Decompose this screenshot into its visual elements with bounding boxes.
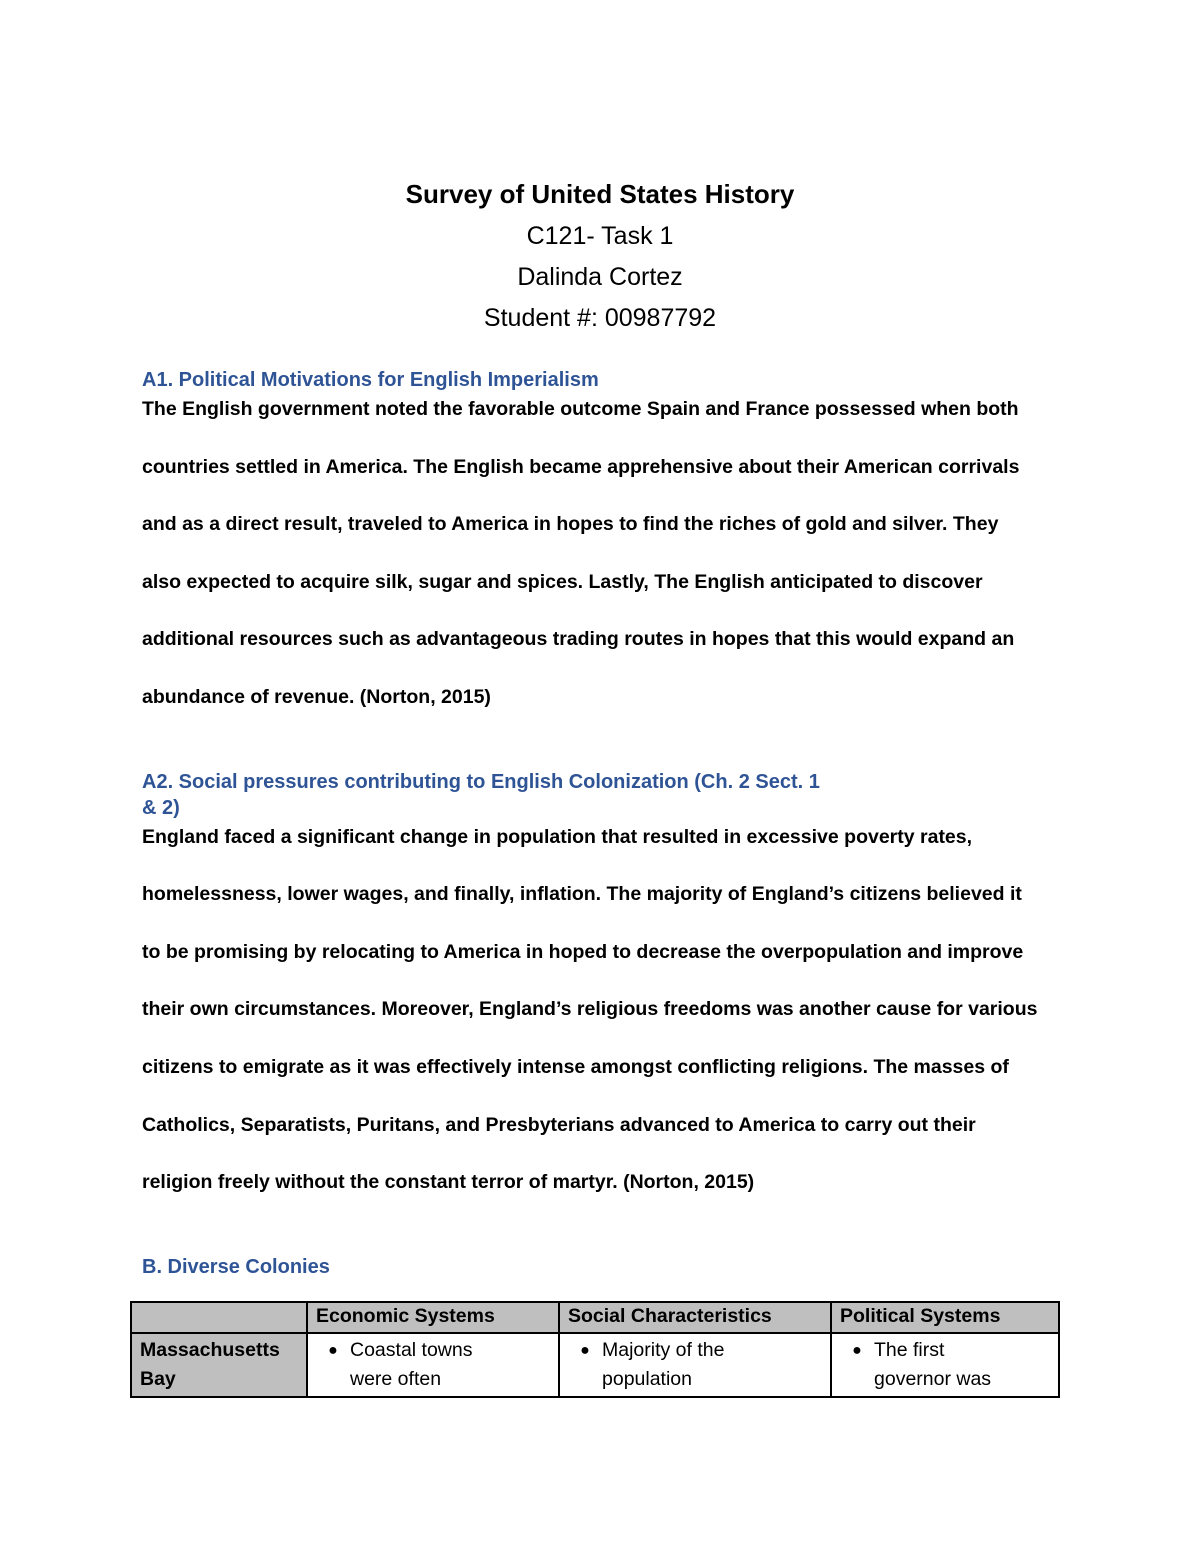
list-item-line: population	[602, 1368, 692, 1390]
colony-name-cell	[131, 1333, 307, 1397]
list-item-line: Coastal towns	[350, 1339, 473, 1361]
title-block	[0, 172, 1200, 339]
table-header-cell	[131, 1302, 307, 1333]
bullet-icon: ●	[580, 1342, 590, 1359]
economic-cell	[307, 1333, 559, 1397]
paragraph-line: also expected to acquire silk, sugar and spices. Lastly, The English anticipated to discover	[142, 570, 983, 593]
section-a1-paragraph	[142, 381, 1062, 727]
document-body	[142, 367, 1062, 1280]
table-row	[131, 1333, 1059, 1397]
section-a2-heading-line: A2. Social pressures contributing to English Colonization (Ch. 2 Sect. 1	[142, 770, 820, 793]
paragraph-line: The English government noted the favorable outcome Spain and France possessed when both	[142, 398, 1019, 420]
colonies-table	[130, 1301, 1060, 1398]
paragraph-line: countries settled in America. The English became apprehensive about their American corrivals	[142, 455, 1020, 478]
section-a1-heading: A1. Political Motivations for English Imperialism	[142, 369, 599, 391]
list-item-text	[602, 1336, 724, 1394]
list-item-line: governor was	[874, 1368, 992, 1390]
paragraph-line: abundance of revenue. (Norton, 2015)	[142, 685, 491, 708]
section-b	[142, 1254, 1062, 1280]
paragraph-line: Catholics, Separatists, Puritans, and Presbyterians advanced to America to carry out their	[142, 1113, 976, 1136]
author-name: Dalinda Cortez	[517, 263, 683, 291]
table-header-row	[131, 1302, 1059, 1333]
student-number: Student #: 00987792	[483, 304, 717, 332]
bullet-icon: ●	[328, 1342, 338, 1359]
paragraph-line: England faced a significant change in population that resulted in excessive poverty rates,	[142, 825, 973, 848]
paragraph-line: and as a direct result, traveled to America in hopes to find the riches of gold and silver. They	[142, 513, 999, 536]
paragraph-line: citizens to emigrate as it was effectively intense amongst conflicting religions. The masses of	[142, 1055, 1009, 1078]
paragraph-line: additional resources such as advantageous trading routes in hopes that this would expand an	[142, 628, 1015, 651]
list-item	[316, 1336, 550, 1394]
table-header-cell: Political Systems	[831, 1302, 1059, 1333]
table-header-cell: Economic Systems	[307, 1302, 559, 1333]
table-header-cell: Social Characteristics	[559, 1302, 831, 1333]
bullet-icon: ●	[852, 1342, 862, 1359]
social-cell	[559, 1333, 831, 1397]
section-b-heading: B. Diverse Colonies	[142, 1255, 330, 1278]
section-a2-heading-line: & 2)	[142, 796, 180, 819]
list-item-text	[350, 1336, 472, 1394]
document-title: Survey of United States History	[405, 179, 795, 209]
section-a2	[142, 769, 1062, 1212]
list-item-line: Majority of the	[602, 1339, 725, 1361]
list-item	[840, 1336, 1050, 1394]
list-item	[568, 1336, 822, 1394]
paragraph-line: religion freely without the constant terror of martyr. (Norton, 2015)	[142, 1171, 755, 1194]
colony-name-line: Bay	[140, 1368, 176, 1390]
colony-name-line: Massachusetts	[140, 1339, 280, 1361]
political-cell	[831, 1333, 1059, 1397]
list-item-text	[874, 1336, 991, 1394]
paragraph-line: homelessness, lower wages, and finally, inflation. The majority of England’s citizens believed it	[142, 883, 1022, 906]
section-a2-paragraph	[142, 809, 1062, 1212]
list-item-line: The first	[874, 1339, 945, 1361]
list-item-line: were often	[350, 1368, 442, 1390]
paragraph-line: their own circumstances. Moreover, England’s religious freedoms was another cause for various	[142, 998, 1038, 1021]
section-a1	[142, 367, 1062, 727]
paragraph-line: to be promising by relocating to America in hoped to decrease the overpopulation and improve	[142, 940, 1024, 963]
course-code: C121- Task 1	[526, 222, 674, 250]
